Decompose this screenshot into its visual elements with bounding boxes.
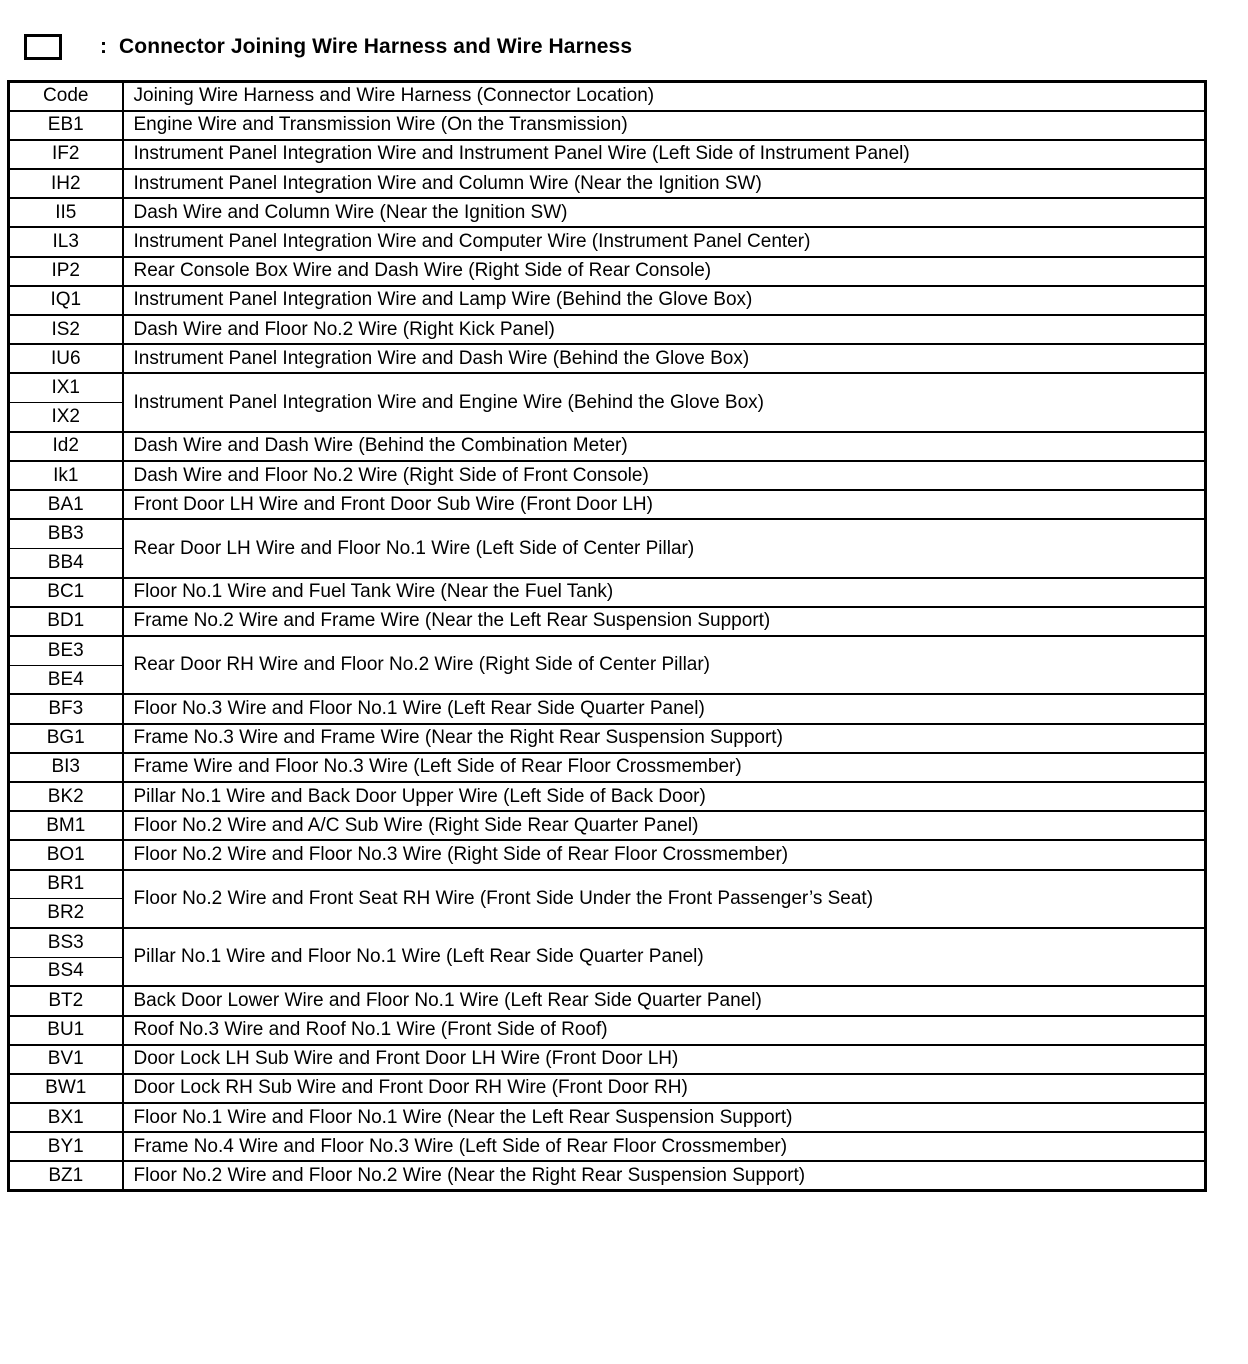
code-cell: BE4 <box>9 665 123 694</box>
table-row <box>9 782 1206 811</box>
table-row <box>9 227 1206 256</box>
table-row <box>9 1103 1206 1132</box>
description-cell: Door Lock RH Sub Wire and Front Door RH Wire (Front Door RH) <box>123 1074 1206 1103</box>
description-cell: Pillar No.1 Wire and Back Door Upper Wire (Left Side of Back Door) <box>123 782 1206 811</box>
description-cell: Back Door Lower Wire and Floor No.1 Wire (Left Rear Side Quarter Panel) <box>123 986 1206 1015</box>
description-cell: Instrument Panel Integration Wire and Engine Wire (Behind the Glove Box) <box>123 373 1206 431</box>
header-description: Joining Wire Harness and Wire Harness (Connector Location) <box>123 82 1206 111</box>
code-cell: BZ1 <box>9 1161 123 1190</box>
table-row <box>9 519 1206 548</box>
table-row <box>9 840 1206 869</box>
table-row <box>9 1132 1206 1161</box>
description-cell: Frame Wire and Floor No.3 Wire (Left Side of Rear Floor Crossmember) <box>123 753 1206 782</box>
description-cell: Instrument Panel Integration Wire and Instrument Panel Wire (Left Side of Instrument Panel) <box>123 140 1206 169</box>
code-cell: BA1 <box>9 490 123 519</box>
header-code: Code <box>9 82 123 111</box>
table-row <box>9 753 1206 782</box>
description-cell: Engine Wire and Transmission Wire (On the Transmission) <box>123 111 1206 140</box>
code-cell: IU6 <box>9 344 123 373</box>
code-cell: IQ1 <box>9 286 123 315</box>
table-row <box>9 140 1206 169</box>
code-cell: BV1 <box>9 1045 123 1074</box>
code-cell: BG1 <box>9 724 123 753</box>
table-row <box>9 198 1206 227</box>
code-cell: BR1 <box>9 870 123 899</box>
legend-colon: : <box>100 35 107 58</box>
description-cell: Rear Door LH Wire and Floor No.1 Wire (Left Side of Center Pillar) <box>123 519 1206 577</box>
code-cell: II5 <box>9 198 123 227</box>
description-cell: Floor No.1 Wire and Fuel Tank Wire (Near the Fuel Tank) <box>123 578 1206 607</box>
table-row <box>9 724 1206 753</box>
description-cell: Floor No.2 Wire and Floor No.2 Wire (Near the Right Rear Suspension Support) <box>123 1161 1206 1190</box>
table-row <box>9 344 1206 373</box>
table-row <box>9 490 1206 519</box>
table-row <box>9 694 1206 723</box>
table-row <box>9 607 1206 636</box>
description-cell: Floor No.3 Wire and Floor No.1 Wire (Left Rear Side Quarter Panel) <box>123 694 1206 723</box>
code-cell: BM1 <box>9 811 123 840</box>
table-row <box>9 578 1206 607</box>
code-cell: IS2 <box>9 315 123 344</box>
table-row <box>9 461 1206 490</box>
code-cell: BI3 <box>9 753 123 782</box>
table-row <box>9 928 1206 957</box>
table-row <box>9 286 1206 315</box>
code-cell: BU1 <box>9 1016 123 1045</box>
code-cell: BF3 <box>9 694 123 723</box>
table-row <box>9 1045 1206 1074</box>
description-cell: Instrument Panel Integration Wire and Dash Wire (Behind the Glove Box) <box>123 344 1206 373</box>
code-cell: IL3 <box>9 227 123 256</box>
legend-title: Connector Joining Wire Harness and Wire Harness <box>119 35 633 58</box>
code-cell: IX1 <box>9 373 123 402</box>
code-cell: Ik1 <box>9 461 123 490</box>
code-cell: Id2 <box>9 432 123 461</box>
code-cell: IP2 <box>9 257 123 286</box>
description-cell: Frame No.2 Wire and Frame Wire (Near the Left Rear Suspension Support) <box>123 607 1206 636</box>
code-cell: BW1 <box>9 1074 123 1103</box>
table-row <box>9 811 1206 840</box>
code-cell: BR2 <box>9 899 123 928</box>
description-cell: Dash Wire and Floor No.2 Wire (Right Side of Front Console) <box>123 461 1206 490</box>
connector-box-symbol <box>24 34 62 60</box>
table-row <box>9 1074 1206 1103</box>
table-row <box>9 432 1206 461</box>
table-header-row <box>9 82 1206 111</box>
table-row <box>9 315 1206 344</box>
description-cell: Floor No.2 Wire and Floor No.3 Wire (Right Side of Rear Floor Crossmember) <box>123 840 1206 869</box>
table-row <box>9 111 1206 140</box>
connector-table-body <box>9 82 1206 1191</box>
description-cell: Roof No.3 Wire and Roof No.1 Wire (Front Side of Roof) <box>123 1016 1206 1045</box>
description-cell: Frame No.4 Wire and Floor No.3 Wire (Left Side of Rear Floor Crossmember) <box>123 1132 1206 1161</box>
code-cell: BB3 <box>9 519 123 548</box>
description-cell: Floor No.2 Wire and A/C Sub Wire (Right Side Rear Quarter Panel) <box>123 811 1206 840</box>
description-cell: Floor No.2 Wire and Front Seat RH Wire (Front Side Under the Front Passenger’s Seat) <box>123 870 1206 928</box>
description-cell: Front Door LH Wire and Front Door Sub Wire (Front Door LH) <box>123 490 1206 519</box>
code-cell: BE3 <box>9 636 123 665</box>
legend <box>24 30 632 64</box>
description-cell: Instrument Panel Integration Wire and Column Wire (Near the Ignition SW) <box>123 169 1206 198</box>
table-row <box>9 1016 1206 1045</box>
description-cell: Instrument Panel Integration Wire and Computer Wire (Instrument Panel Center) <box>123 227 1206 256</box>
description-cell: Instrument Panel Integration Wire and Lamp Wire (Behind the Glove Box) <box>123 286 1206 315</box>
code-cell: IX2 <box>9 403 123 432</box>
code-cell: BY1 <box>9 1132 123 1161</box>
description-cell: Rear Door RH Wire and Floor No.2 Wire (Right Side of Center Pillar) <box>123 636 1206 694</box>
code-cell: BB4 <box>9 549 123 578</box>
table-row <box>9 870 1206 899</box>
code-cell: BS4 <box>9 957 123 986</box>
code-cell: IH2 <box>9 169 123 198</box>
code-cell: BX1 <box>9 1103 123 1132</box>
table-row <box>9 636 1206 665</box>
code-cell: BT2 <box>9 986 123 1015</box>
table-row <box>9 1161 1206 1190</box>
code-cell: BO1 <box>9 840 123 869</box>
description-cell: Pillar No.1 Wire and Floor No.1 Wire (Left Rear Side Quarter Panel) <box>123 928 1206 986</box>
code-cell: EB1 <box>9 111 123 140</box>
code-cell: BC1 <box>9 578 123 607</box>
code-cell: BS3 <box>9 928 123 957</box>
table-row <box>9 257 1206 286</box>
connector-table <box>7 80 1207 1192</box>
table-row <box>9 986 1206 1015</box>
code-cell: BD1 <box>9 607 123 636</box>
table-row <box>9 169 1206 198</box>
code-cell: IF2 <box>9 140 123 169</box>
description-cell: Dash Wire and Column Wire (Near the Ignition SW) <box>123 198 1206 227</box>
description-cell: Door Lock LH Sub Wire and Front Door LH Wire (Front Door LH) <box>123 1045 1206 1074</box>
description-cell: Frame No.3 Wire and Frame Wire (Near the Right Rear Suspension Support) <box>123 724 1206 753</box>
description-cell: Dash Wire and Dash Wire (Behind the Combination Meter) <box>123 432 1206 461</box>
description-cell: Dash Wire and Floor No.2 Wire (Right Kick Panel) <box>123 315 1206 344</box>
code-cell: BK2 <box>9 782 123 811</box>
description-cell: Rear Console Box Wire and Dash Wire (Right Side of Rear Console) <box>123 257 1206 286</box>
table-row <box>9 373 1206 402</box>
description-cell: Floor No.1 Wire and Floor No.1 Wire (Near the Left Rear Suspension Support) <box>123 1103 1206 1132</box>
